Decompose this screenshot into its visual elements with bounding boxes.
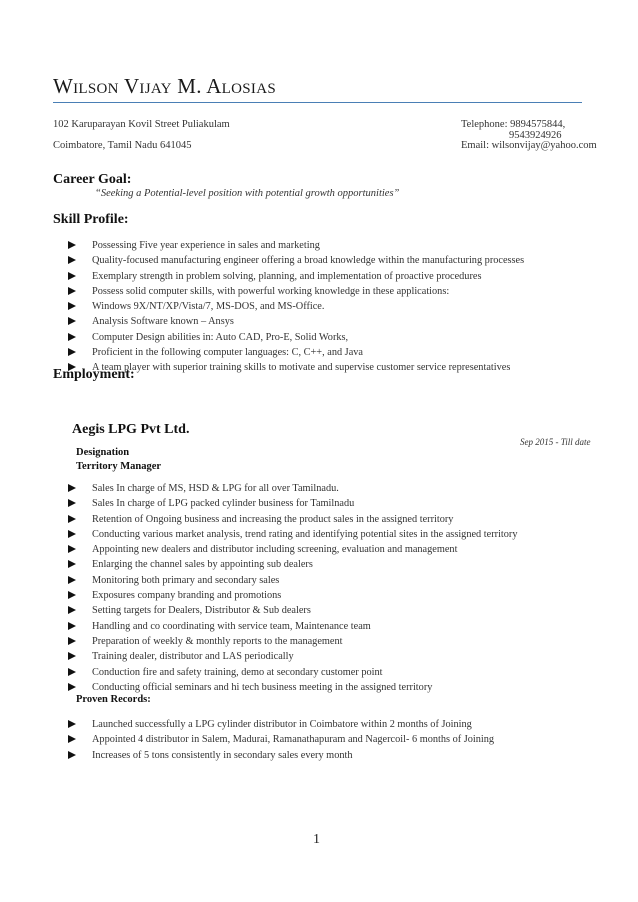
arrow-bullet-icon [68,735,76,743]
skill-item: Windows 9X/NT/XP/Vista/7, MS-DOS, and MS-Office. [68,299,524,314]
arrow-bullet-icon [68,317,76,325]
skill-list [68,238,524,376]
arrow-bullet-icon [68,751,76,759]
address-line-1: 102 Karuparayan Kovil Street Puliakulam [53,119,230,130]
duty-item: Sales In charge of MS, HSD & LPG for all over Tamilnadu. [68,481,518,496]
page-number: 1 [313,832,320,847]
career-goal-heading: Career Goal: [53,172,132,187]
company-name: Aegis LPG Pvt Ltd. [72,422,190,437]
designation-label: Designation [76,447,130,458]
duty-item: Handling and co coordinating with service team, Maintenance team [68,619,518,634]
skill-item: Exemplary strength in problem solving, planning, and implementation of proactive procedures [68,269,524,284]
duty-item: Retention of Ongoing business and increasing the product sales in the assigned territory [68,512,518,527]
arrow-bullet-icon [68,637,76,645]
arrow-bullet-icon [68,272,76,280]
duty-item: Training dealer, distributor and LAS periodically [68,649,518,664]
skill-item: A team player with superior training skills to motivate and supervise customer service representatives [68,360,524,375]
arrow-bullet-icon [68,287,76,295]
skill-item: Quality-focused manufacturing engineer offering a broad knowledge within the manufacturing processes [68,253,524,268]
record-item: Launched successfully a LPG cylinder distributor in Coimbatore within 2 months of Joining [68,717,494,732]
arrow-bullet-icon [68,333,76,341]
arrow-bullet-icon [68,545,76,553]
duty-item: Conduction fire and safety training, demo at secondary customer point [68,665,518,680]
duty-item: Enlarging the channel sales by appointing sub dealers [68,557,518,572]
skill-profile-heading: Skill Profile: [53,212,129,227]
duty-item: Setting targets for Dealers, Distributor & Sub dealers [68,603,518,618]
arrow-bullet-icon [68,576,76,584]
duty-item: Sales In charge of LPG packed cylinder business for Tamilnadu [68,496,518,511]
record-item: Appointed 4 distributor in Salem, Madurai, Ramanathapuram and Nagercoil- 6 months of Joining [68,732,494,747]
duty-item: Conducting various market analysis, trend rating and identifying potential sites in the assigned territory [68,527,518,542]
employment-heading: Employment: [53,367,135,382]
skill-item: Proficient in the following computer languages: C, C++, and Java [68,345,524,360]
arrow-bullet-icon [68,591,76,599]
arrow-bullet-icon [68,499,76,507]
duties-list [68,481,518,695]
arrow-bullet-icon [68,560,76,568]
address-line-2: Coimbatore, Tamil Nadu 641045 [53,140,192,151]
duty-item: Preparation of weekly & monthly reports to the management [68,634,518,649]
arrow-bullet-icon [68,256,76,264]
arrow-bullet-icon [68,720,76,728]
duty-item: Conducting official seminars and hi tech business meeting in the assigned territory [68,680,518,695]
arrow-bullet-icon [68,348,76,356]
arrow-bullet-icon [68,652,76,660]
telephone: Telephone: 9894575844, [461,119,566,130]
skill-item: Analysis Software known – Ansys [68,314,524,329]
arrow-bullet-icon [68,302,76,310]
skill-item: Possess solid computer skills, with powerful working knowledge in these applications: [68,284,524,299]
arrow-bullet-icon [68,683,76,691]
duty-item: Monitoring both primary and secondary sales [68,573,518,588]
career-goal-text: “Seeking a Potential-level position with potential growth opportunities” [95,188,400,199]
arrow-bullet-icon [68,622,76,630]
employment-date: Sep 2015 - Till date [520,437,591,447]
skill-item: Possessing Five year experience in sales and marketing [68,238,524,253]
candidate-name: Wilson Vijay M. Alosias [53,74,276,98]
arrow-bullet-icon [68,606,76,614]
arrow-bullet-icon [68,515,76,523]
records-list [68,717,494,763]
telephone-secondary: 9543924926 [509,130,562,141]
duty-item: Exposures company branding and promotions [68,588,518,603]
duty-item: Appointing new dealers and distributor including screening, evaluation and management [68,542,518,557]
skill-item: Computer Design abilities in: Auto CAD, Pro-E, Solid Works, [68,330,524,345]
arrow-bullet-icon [68,241,76,249]
record-item: Increases of 5 tons consistently in secondary sales every month [68,748,494,763]
arrow-bullet-icon [68,484,76,492]
proven-records-heading: Proven Records: [76,694,151,705]
designation-title: Territory Manager [76,461,162,472]
header-divider [53,102,582,103]
email: Email: wilsonvijay@yahoo.com [461,140,597,151]
arrow-bullet-icon [68,530,76,538]
arrow-bullet-icon [68,668,76,676]
